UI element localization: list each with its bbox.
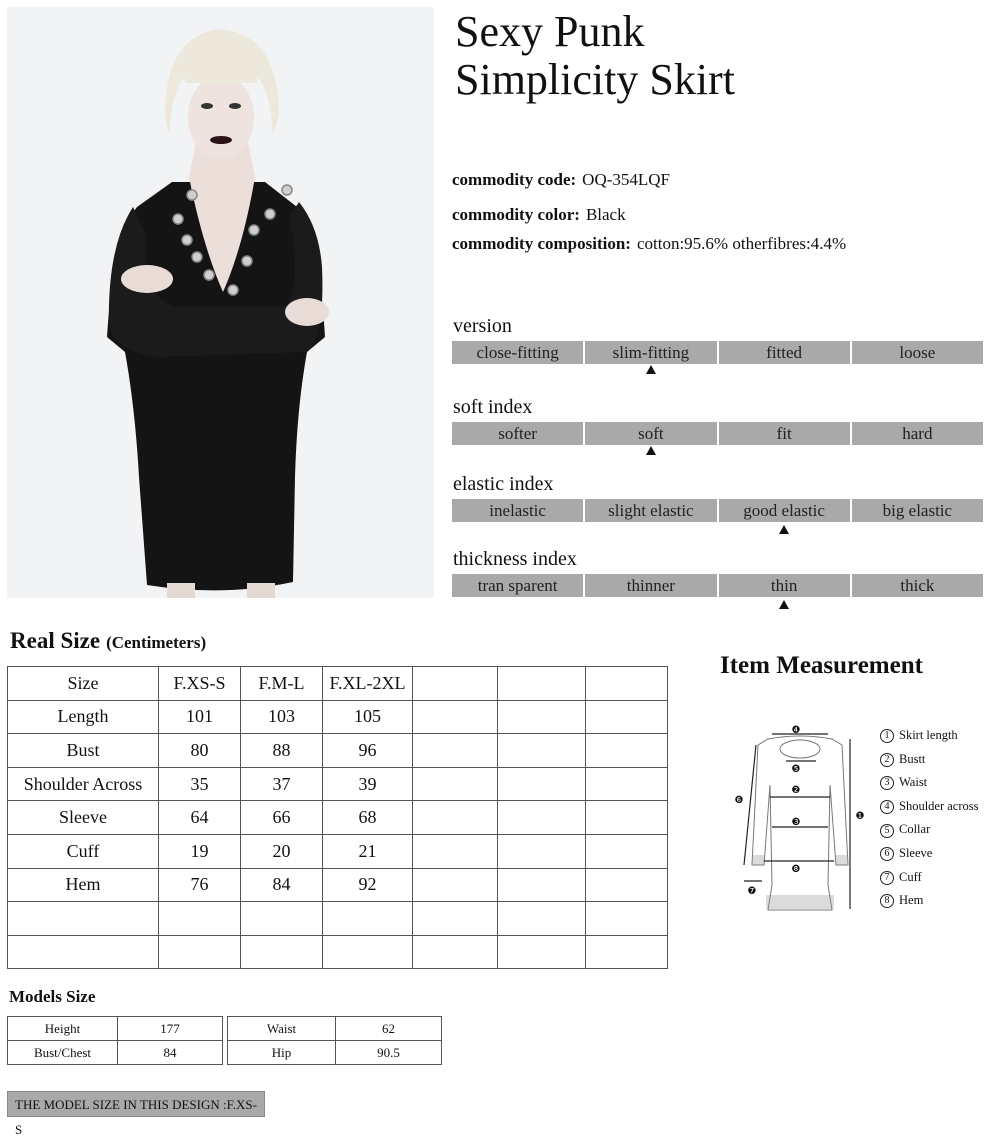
- table-row: [8, 834, 668, 868]
- thickness-index-scale: [452, 574, 983, 597]
- models-size-table-left: [7, 1016, 223, 1065]
- model-size-note: THE MODEL SIZE IN THIS DESIGN :F.XS-S: [7, 1091, 265, 1117]
- version-label: version: [453, 315, 512, 337]
- table-header-cell: F.XS-S: [159, 667, 241, 701]
- table-row: [8, 935, 668, 969]
- table-cell: 20: [241, 834, 323, 868]
- diagram-number: ❸: [791, 817, 801, 828]
- thickness-index-option: thick: [852, 574, 983, 597]
- elastic-index-selected-marker: [779, 525, 789, 534]
- legend-item: [880, 842, 979, 866]
- thickness-index-selected-marker: [779, 600, 789, 609]
- table-cell: [159, 935, 241, 969]
- table-header-cell: [498, 667, 586, 701]
- measure-name-cell: Cuff: [8, 834, 159, 868]
- elastic-index-option: slight elastic: [585, 499, 716, 522]
- version-option: loose: [852, 341, 983, 364]
- soft-index-option: soft: [585, 422, 716, 445]
- item-measurement-title: Item Measurement: [720, 652, 923, 679]
- table-cell: 92: [323, 868, 413, 902]
- table-row: [8, 902, 668, 936]
- table-header-row: [8, 667, 668, 701]
- title-line-1: Sexy Punk: [455, 7, 645, 56]
- model-measure-label: Waist: [228, 1017, 336, 1041]
- elastic-index-label: elastic index: [453, 473, 554, 495]
- measure-name-cell: [8, 902, 159, 936]
- table-cell: 64: [159, 801, 241, 835]
- model-measure-value: 90.5: [336, 1041, 442, 1065]
- table-row: [8, 767, 668, 801]
- legend-item: [880, 748, 979, 772]
- model-measure-label: Height: [8, 1017, 118, 1041]
- commodity-color-label: commodity color:: [452, 205, 580, 224]
- table-cell: [413, 935, 498, 969]
- elastic-index-scale: [452, 499, 983, 522]
- table-cell: [413, 734, 498, 768]
- version-option: fitted: [719, 341, 850, 364]
- table-cell: [586, 834, 668, 868]
- table-cell: [413, 700, 498, 734]
- version-option: close-fitting: [452, 341, 583, 364]
- table-row: [228, 1017, 442, 1041]
- diagram-number: ❽: [791, 864, 801, 875]
- model-dress-illustration: [7, 7, 434, 598]
- table-cell: [586, 700, 668, 734]
- real-size-heading: [10, 628, 206, 654]
- commodity-composition-value: cotton:95.6% otherfibres:4.4%: [636, 234, 847, 253]
- model-measure-value: 62: [336, 1017, 442, 1041]
- measure-name-cell: Hem: [8, 868, 159, 902]
- legend-label: Skirt length: [899, 728, 958, 742]
- measure-name-cell: Shoulder Across: [8, 767, 159, 801]
- real-size-table: [7, 666, 668, 969]
- table-cell: [498, 868, 586, 902]
- table-cell: [241, 935, 323, 969]
- table-cell: [498, 767, 586, 801]
- legend-item: [880, 771, 979, 795]
- table-cell: 37: [241, 767, 323, 801]
- legend-label: Hem: [899, 893, 924, 908]
- version-selected-marker: [646, 365, 656, 374]
- table-cell: [586, 767, 668, 801]
- diagram-number: ❺: [791, 764, 801, 775]
- commodity-code: [452, 170, 670, 190]
- table-cell: 39: [323, 767, 413, 801]
- table-cell: [413, 902, 498, 936]
- table-cell: [586, 734, 668, 768]
- soft-index-label: soft index: [453, 396, 533, 418]
- table-row: [228, 1041, 442, 1065]
- table-cell: [413, 834, 498, 868]
- legend-number: 1: [880, 729, 894, 743]
- product-title: [455, 8, 735, 104]
- table-cell: 21: [323, 834, 413, 868]
- legend-item: [880, 818, 979, 842]
- table-cell: [413, 868, 498, 902]
- garment-diagram: [730, 715, 870, 915]
- table-cell: [498, 834, 586, 868]
- diagram-number: ❷: [791, 785, 801, 796]
- table-header-cell: F.XL-2XL: [323, 667, 413, 701]
- legend-number: 7: [880, 871, 894, 885]
- soft-index-option: hard: [852, 422, 983, 445]
- model-measure-label: Bust/Chest: [8, 1041, 118, 1065]
- table-cell: 68: [323, 801, 413, 835]
- table-cell: [323, 902, 413, 936]
- legend-number: 4: [880, 800, 894, 814]
- commodity-color-value: Black: [585, 205, 626, 224]
- commodity-composition: [452, 234, 846, 254]
- soft-index-option: fit: [719, 422, 850, 445]
- table-row: [8, 801, 668, 835]
- version-option: slim-fitting: [585, 341, 716, 364]
- legend-number: 6: [880, 847, 894, 861]
- table-cell: [586, 868, 668, 902]
- table-cell: 19: [159, 834, 241, 868]
- title-line-2: Simplicity Skirt: [455, 55, 735, 104]
- table-cell: [586, 801, 668, 835]
- real-size-table-body: [8, 667, 668, 969]
- commodity-color: [452, 205, 626, 225]
- measure-name-cell: Length: [8, 700, 159, 734]
- table-cell: [498, 801, 586, 835]
- table-cell: 101: [159, 700, 241, 734]
- version-scale: [452, 341, 983, 364]
- real-size-title: Real Size: [10, 628, 101, 653]
- table-row: [8, 868, 668, 902]
- legend-label: Shoulder across: [899, 798, 979, 813]
- soft-index-selected-marker: [646, 446, 656, 455]
- thickness-index-option: thin: [719, 574, 850, 597]
- table-row: [8, 1017, 223, 1041]
- thickness-index-label: thickness index: [453, 548, 577, 570]
- table-header-cell: [413, 667, 498, 701]
- elastic-index-option: big elastic: [852, 499, 983, 522]
- table-row: [8, 734, 668, 768]
- table-header-cell: Size: [8, 667, 159, 701]
- commodity-composition-label: commodity composition:: [452, 234, 631, 253]
- thickness-index-option: tran sparent: [452, 574, 583, 597]
- table-cell: 66: [241, 801, 323, 835]
- table-cell: 96: [323, 734, 413, 768]
- table-cell: [498, 902, 586, 936]
- model-measure-value: 84: [118, 1041, 223, 1065]
- diagram-number: ❼: [747, 886, 757, 897]
- measure-name-cell: [8, 935, 159, 969]
- soft-index-scale: [452, 422, 983, 445]
- table-cell: 35: [159, 767, 241, 801]
- legend-number: 8: [880, 894, 894, 908]
- legend-label: Bustt: [899, 751, 926, 766]
- table-cell: [498, 734, 586, 768]
- diagram-number: ❻: [734, 795, 744, 806]
- real-size-unit: (Centimeters): [106, 633, 207, 652]
- models-size-table-right: [227, 1016, 442, 1065]
- table-cell: 76: [159, 868, 241, 902]
- measurement-legend: [880, 724, 979, 913]
- table-cell: [586, 902, 668, 936]
- table-cell: 105: [323, 700, 413, 734]
- table-cell: [498, 935, 586, 969]
- legend-item: [880, 866, 979, 890]
- elastic-index-option: good elastic: [719, 499, 850, 522]
- measure-name-cell: Bust: [8, 734, 159, 768]
- elastic-index-option: inelastic: [452, 499, 583, 522]
- legend-label: Collar: [899, 822, 931, 837]
- legend-label: Cuff: [899, 869, 922, 884]
- table-cell: 84: [241, 868, 323, 902]
- legend-label: Waist: [899, 775, 928, 790]
- legend-number: 3: [880, 776, 894, 790]
- table-cell: 80: [159, 734, 241, 768]
- commodity-code-value: OQ-354LQF: [582, 170, 671, 189]
- table-row: [8, 700, 668, 734]
- product-photo: [7, 7, 434, 598]
- legend-number: 5: [880, 824, 894, 838]
- table-header-cell: F.M-L: [241, 667, 323, 701]
- soft-index-option: softer: [452, 422, 583, 445]
- table-header-cell: [586, 667, 668, 701]
- table-cell: [413, 767, 498, 801]
- model-measure-label: Hip: [228, 1041, 336, 1065]
- legend-item: [880, 889, 979, 913]
- table-cell: [586, 935, 668, 969]
- commodity-code-label: commodity code:: [452, 170, 577, 189]
- table-row: [8, 1041, 223, 1065]
- table-cell: [323, 935, 413, 969]
- thickness-index-option: thinner: [585, 574, 716, 597]
- diagram-number: ❹: [791, 725, 801, 736]
- table-cell: [159, 902, 241, 936]
- legend-number: 2: [880, 753, 894, 767]
- legend-item: [880, 795, 979, 819]
- diagram-number: ❶: [855, 811, 865, 822]
- legend-item: [880, 724, 979, 748]
- table-cell: 88: [241, 734, 323, 768]
- models-size-title: Models Size: [9, 987, 96, 1006]
- table-cell: [413, 801, 498, 835]
- table-cell: 103: [241, 700, 323, 734]
- table-cell: [498, 700, 586, 734]
- table-cell: [241, 902, 323, 936]
- legend-label: Sleeve: [899, 845, 933, 860]
- measure-name-cell: Sleeve: [8, 801, 159, 835]
- model-measure-value: 177: [118, 1017, 223, 1041]
